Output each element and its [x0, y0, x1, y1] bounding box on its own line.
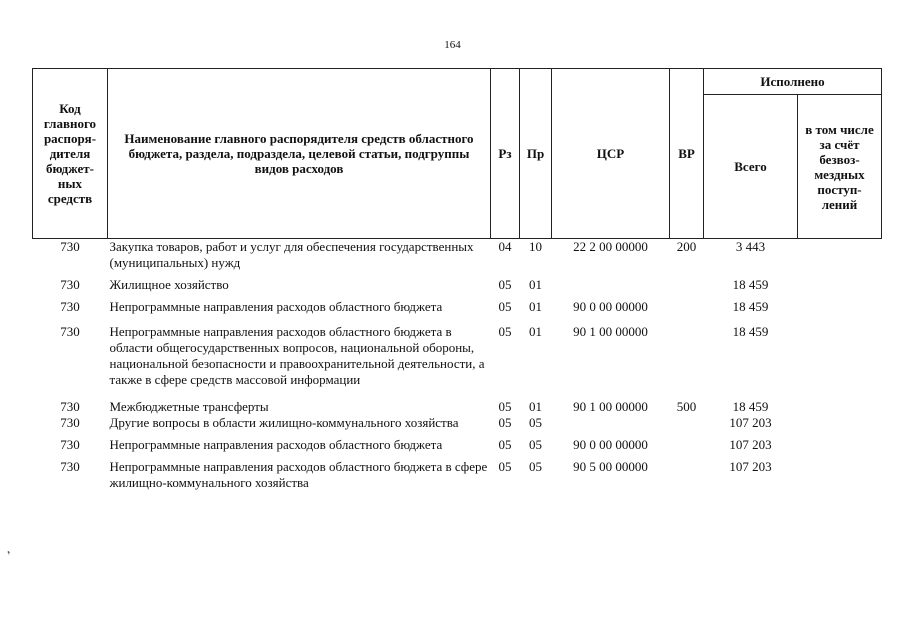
row-csr	[552, 415, 670, 437]
row-total: 18 459	[732, 324, 769, 339]
row-pr: 05	[529, 437, 542, 452]
row-csr: 90 1 00 00000	[573, 399, 648, 414]
row-rz: 05	[498, 415, 512, 430]
row-total: 107 203	[729, 415, 772, 430]
row-rz: 05	[498, 459, 512, 474]
row-vr: 200	[670, 239, 704, 278]
row-csr: 90 0 00 00000	[573, 299, 648, 314]
row-name: Непрограммные направления расходов областного бюджета в области общегосударственных вопросов, национальной обороны, национальной безопасности и правоохранительной деятельности, а также в сфере средств массовой информации	[109, 324, 485, 387]
row-code: 730	[60, 415, 80, 430]
row-code: 730	[60, 459, 80, 474]
row-pr: 01	[529, 299, 542, 314]
row-vr	[670, 459, 704, 491]
row-total: 107 203	[729, 437, 772, 452]
row-vr	[670, 415, 704, 437]
expenditure-table	[32, 68, 882, 491]
row-gratuitous	[798, 299, 882, 324]
row-vr	[670, 324, 704, 399]
row-rz: 05	[498, 299, 512, 314]
row-code: 730	[60, 437, 80, 452]
row-pr: 05	[529, 459, 542, 474]
header-gratuitous: в том числе за счёт безвоз-мездных поступ-лений	[798, 95, 882, 239]
row-total: 107 203	[729, 459, 772, 474]
row-rz: 05	[498, 277, 512, 292]
row-gratuitous	[798, 277, 882, 299]
row-code: 730	[60, 299, 80, 314]
row-rz: 04	[491, 239, 520, 278]
header-executed: Исполнено	[704, 69, 882, 95]
row-total: 18 459	[732, 399, 769, 414]
row-gratuitous	[798, 324, 882, 399]
header-rz: Рз	[491, 69, 520, 239]
row-name: Закупка товаров, работ и услуг для обеспечения государственных (муниципальных) нужд	[108, 239, 491, 278]
row-csr: 22 2 00 00000	[552, 239, 670, 278]
table-row	[33, 239, 882, 278]
row-vr: 500	[676, 399, 697, 414]
header-pr: Пр	[520, 69, 552, 239]
row-csr: 90 5 00 00000	[573, 459, 648, 474]
row-vr	[670, 299, 704, 324]
header-vr: ВР	[670, 69, 704, 239]
row-name: Жилищное хозяйство	[109, 277, 229, 292]
row-pr: 01	[529, 277, 542, 292]
table-row	[33, 415, 882, 437]
row-pr: 10	[520, 239, 552, 278]
row-name: Другие вопросы в области жилищно-коммунального хозяйства	[109, 415, 459, 430]
table-row	[33, 324, 882, 399]
row-gratuitous	[798, 399, 882, 415]
row-name: Межбюджетные трансферты	[109, 399, 269, 414]
row-gratuitous	[798, 415, 882, 437]
header-name: Наименование главного распорядителя средств областного бюджета, раздела, подраздела, целевой статьи, подгруппы видов расходов	[108, 69, 491, 239]
row-gratuitous	[798, 239, 882, 278]
row-vr	[670, 277, 704, 299]
row-rz: 05	[498, 437, 512, 452]
row-code: 730	[60, 324, 80, 339]
row-pr: 01	[529, 399, 542, 414]
page-number: 164	[444, 39, 461, 51]
table-row	[33, 299, 882, 324]
row-code: 730	[60, 399, 80, 414]
row-rz: 05	[498, 399, 512, 414]
row-name: Непрограммные направления расходов областного бюджета	[109, 299, 443, 314]
row-csr: 90 1 00 00000	[573, 324, 648, 339]
row-code: 730	[60, 277, 80, 292]
stray-mark: ’	[5, 547, 15, 563]
header-code: Код главного распоря-дителя бюджет-ных средств	[33, 69, 108, 239]
row-code: 730	[33, 239, 108, 278]
table-row	[33, 277, 882, 299]
row-vr	[670, 437, 704, 459]
header-csr: ЦСР	[552, 69, 670, 239]
row-csr	[552, 277, 670, 299]
table-row	[33, 399, 882, 415]
header-total: Всего	[704, 95, 798, 239]
table-row	[33, 459, 882, 491]
row-total: 18 459	[732, 277, 769, 292]
table-row	[33, 437, 882, 459]
row-gratuitous	[798, 459, 882, 491]
row-pr: 05	[529, 415, 542, 430]
row-pr: 01	[529, 324, 542, 339]
row-name: Непрограммные направления расходов областного бюджета в сфере жилищно-коммунального хозяйства	[109, 459, 488, 490]
row-gratuitous	[798, 437, 882, 459]
row-rz: 05	[498, 324, 512, 339]
row-name: Непрограммные направления расходов областного бюджета	[109, 437, 443, 452]
row-csr: 90 0 00 00000	[573, 437, 648, 452]
row-total: 18 459	[732, 299, 769, 314]
row-total: 3 443	[704, 239, 798, 278]
